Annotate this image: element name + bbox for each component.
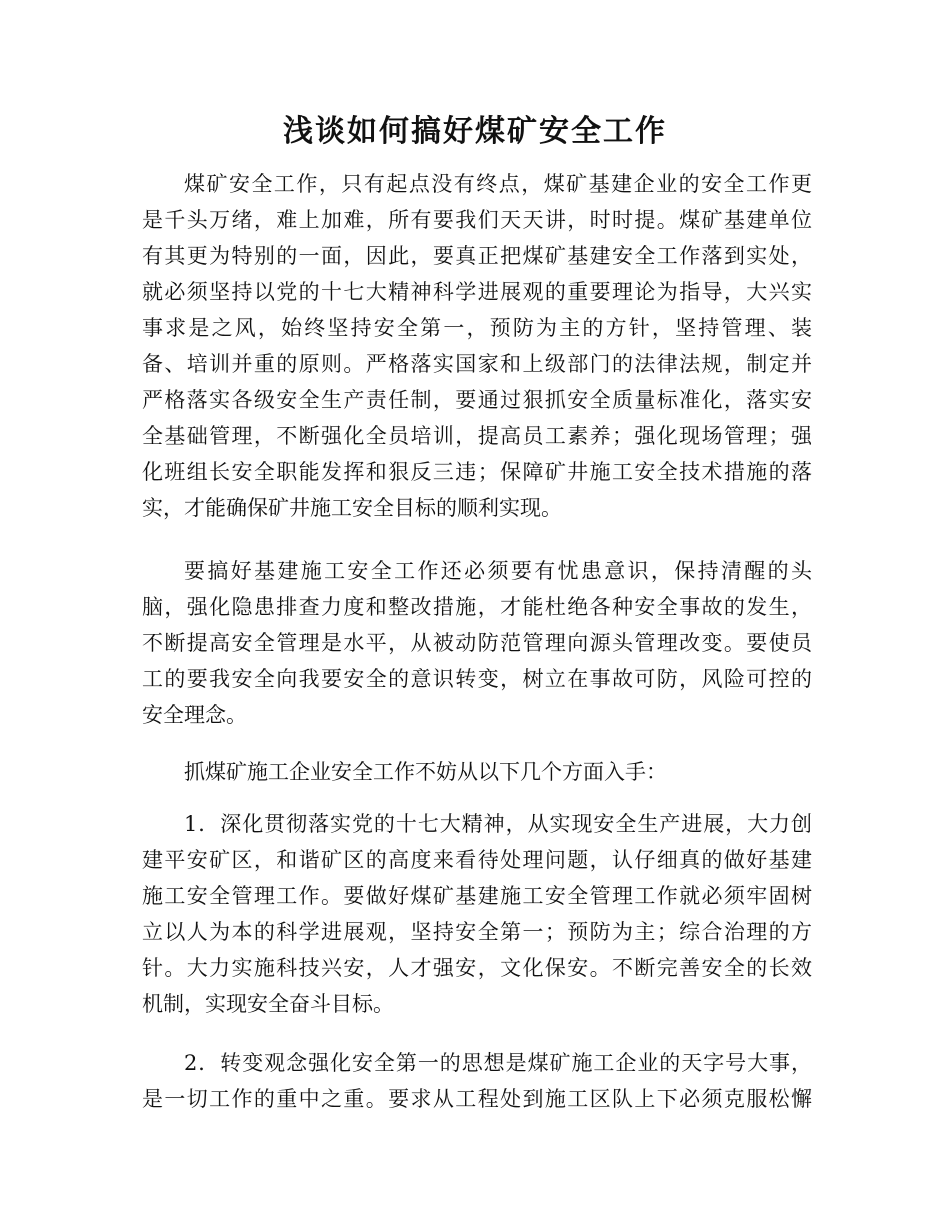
text-line: 煤矿安全工作，只有起点没有终点，煤矿基建企业的安全工作更 xyxy=(184,172,812,196)
text-line: 安全理念。 xyxy=(142,703,247,727)
text-line: 事求是之风，始终坚持安全第一，预防为主的方针，坚持管理、装 xyxy=(142,316,812,340)
text-line: 脑，强化隐患排查力度和整改措施，才能杜绝各种安全事故的发生， xyxy=(142,595,812,619)
text-line: 化班组长安全职能发挥和狠反三违；保障矿井施工安全技术措施的落 xyxy=(142,460,812,484)
document-title: 浅谈如何搞好煤矿安全工作 xyxy=(283,114,667,149)
text-line: 全基础管理，不断强化全员培训，提高员工素养；强化现场管理；强 xyxy=(142,424,812,448)
paragraph-4 xyxy=(142,806,812,1022)
text-line: 是千头万绪，难上加难，所有要我们天天讲，时时提。煤矿基建单位 xyxy=(142,208,812,232)
text-line: 2．转变观念强化安全第一的思想是煤矿施工企业的天字号大事， xyxy=(184,1051,812,1075)
text-line: 1．深化贯彻落实党的十七大精神，从实现安全生产进展，大力创 xyxy=(184,812,812,836)
paragraph-5 xyxy=(142,1045,812,1117)
text-line: 是一切工作的重中之重。要求从工程处到施工区队上下必须克服松懈 xyxy=(142,1087,812,1111)
text-line: 备、培训并重的原则。严格落实国家和上级部门的法律法规，制定并 xyxy=(142,352,812,376)
paragraph-3 xyxy=(142,754,812,790)
paragraph-1 xyxy=(142,166,812,526)
text-line: 施工安全管理工作。要做好煤矿基建施工安全管理工作就必须牢固树 xyxy=(142,884,812,908)
text-line: 实，才能确保矿井施工安全目标的顺利实现。 xyxy=(142,496,562,520)
text-line: 建平安矿区，和谐矿区的高度来看待处理问题，认仔细真的做好基建 xyxy=(142,848,812,872)
text-line: 就必须坚持以党的十七大精神科学进展观的重要理论为指导，大兴实 xyxy=(142,280,812,304)
paragraph-2 xyxy=(142,553,812,733)
text-line: 有其更为特别的一面，因此，要真正把煤矿基建安全工作落到实处， xyxy=(142,244,812,268)
text-line: 工的要我安全向我要安全的意识转变，树立在事故可防，风险可控的 xyxy=(142,667,812,691)
text-line: 针。大力实施科技兴安，人才强安，文化保安。不断完善安全的长效 xyxy=(142,956,812,980)
text-line: 立以人为本的科学进展观，坚持安全第一；预防为主；综合治理的方 xyxy=(142,920,812,944)
text-line: 严格落实各级安全生产责任制，要通过狠抓安全质量标准化，落实安 xyxy=(142,388,812,412)
text-line: 不断提高安全管理是水平，从被动防范管理向源头管理改变。要使员 xyxy=(142,631,812,655)
text-line: 机制，实现安全奋斗目标。 xyxy=(142,992,394,1016)
text-line: 要搞好基建施工安全工作还必须要有忧患意识，保持清醒的头 xyxy=(184,559,812,583)
text-line: 抓煤矿施工企业安全工作不妨从以下几个方面入手： xyxy=(184,760,667,784)
